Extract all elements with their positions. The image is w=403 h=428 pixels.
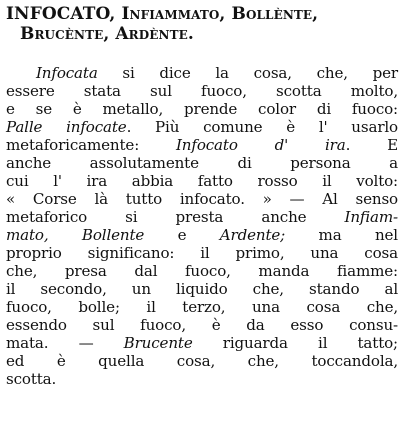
body-text: mata. — xyxy=(6,334,124,352)
body-text: . E xyxy=(345,136,398,154)
heading-term: Infiammato, xyxy=(121,4,232,24)
entry-body xyxy=(6,64,398,388)
body-line xyxy=(6,334,398,352)
body-line xyxy=(6,172,398,190)
body-line xyxy=(6,82,398,100)
body-line xyxy=(6,352,398,370)
body-text: . Più comune è l' usarlo xyxy=(126,118,398,136)
body-text: riguarda il tatto; xyxy=(192,334,398,352)
italic-term: Ardente; xyxy=(219,226,286,244)
body-line xyxy=(6,262,398,280)
body-line xyxy=(6,298,398,316)
italic-term: mato, Bollente xyxy=(6,226,145,244)
heading-term: Brucènte, xyxy=(20,24,116,44)
body-text: che, presa dal fuoco, manda fiamme: xyxy=(6,262,398,280)
body-line xyxy=(6,118,398,136)
body-line xyxy=(6,64,398,82)
heading-line-2 xyxy=(6,24,398,44)
body-text: fuoco, bolle; il terzo, una cosa che, xyxy=(6,298,398,316)
heading-term: Ardènte. xyxy=(115,24,194,44)
body-line xyxy=(6,100,398,118)
heading-term: INFOCATO, xyxy=(6,4,122,24)
body-text: ed è quella cosa, che, toccandola, xyxy=(6,352,398,370)
body-line xyxy=(6,280,398,298)
body-line xyxy=(6,136,398,154)
body-text: scotta. xyxy=(6,370,57,388)
body-text: si dice la cosa, che, per xyxy=(97,64,398,82)
italic-term: Infocata xyxy=(36,64,98,82)
body-text: ma nel xyxy=(285,226,398,244)
heading-line-1 xyxy=(6,4,398,24)
dictionary-entry xyxy=(6,4,398,388)
body-text: e xyxy=(144,226,220,244)
body-line xyxy=(6,244,398,262)
body-text: essendo sul fuoco, è da esso consu- xyxy=(6,316,398,334)
body-text: « Corse là tutto infocato. » — Al senso xyxy=(6,190,398,208)
italic-term: Infocato d' ira xyxy=(176,136,346,154)
body-line xyxy=(6,154,398,172)
body-text: il secondo, un liquido che, stando al xyxy=(6,280,398,298)
body-text: cui l' ira abbia fatto rosso il volto: xyxy=(6,172,398,190)
italic-term: Brucente xyxy=(123,334,193,352)
italic-term: Infiam- xyxy=(344,208,398,226)
body-text: anche assolutamente di persona a xyxy=(6,154,398,172)
body-line xyxy=(6,208,398,226)
body-line xyxy=(6,190,398,208)
entry-heading xyxy=(6,4,398,44)
body-line xyxy=(6,226,398,244)
body-text: proprio significano: il primo, una cosa xyxy=(6,244,398,262)
body-text: e se è metallo, prende color di fuoco: xyxy=(6,100,398,118)
italic-term: Palle infocate xyxy=(6,118,127,136)
body-text: metaforicamente: xyxy=(6,136,176,154)
body-text: essere stata sul fuoco, scotta molto, xyxy=(6,82,398,100)
heading-term: Bollènte, xyxy=(231,4,319,24)
body-line xyxy=(6,316,398,334)
body-line xyxy=(6,370,398,388)
body-text: metaforico si presta anche xyxy=(6,208,345,226)
